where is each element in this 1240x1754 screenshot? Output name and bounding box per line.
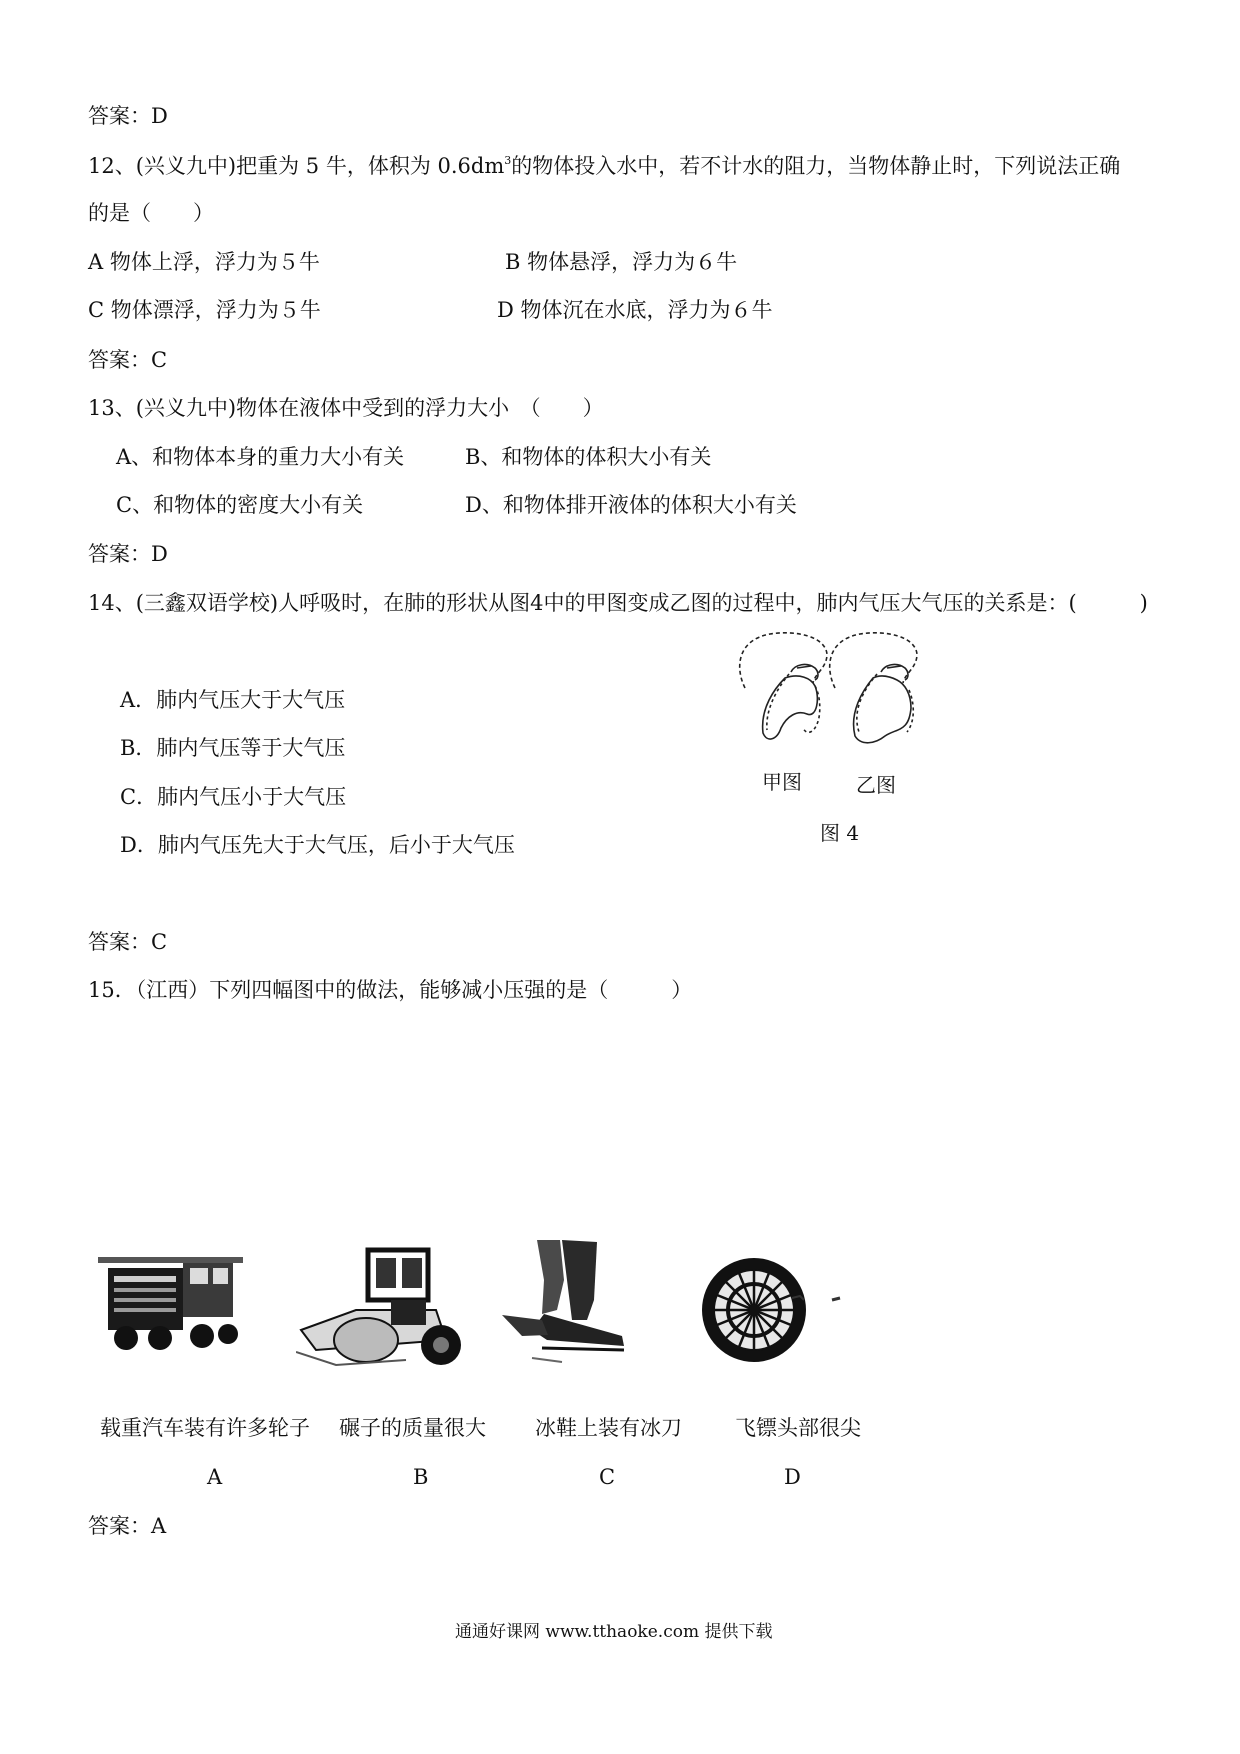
ice-skate-image xyxy=(502,1240,632,1370)
q12-option-d: D 物体沉在水底，浮力为６牛 xyxy=(497,298,773,322)
q12-stem-pre: 12、(兴义九中)把重为 5 牛，体积为 0.6dm xyxy=(88,154,505,178)
q15-caption-b: 碾子的质量很大 xyxy=(339,1416,486,1440)
q14-answer: 答案：C xyxy=(88,930,168,954)
q12-option-a: A 物体上浮，浮力为５牛 xyxy=(88,250,320,274)
lung-figure xyxy=(715,628,1005,758)
q14-option-c: C．肺内气压小于大气压 xyxy=(120,785,347,809)
lung-diagram-jia xyxy=(740,633,827,739)
road-roller-image xyxy=(296,1240,471,1380)
truck-image xyxy=(98,1252,248,1362)
lung-figure-label-yi: 乙图 xyxy=(856,773,896,797)
q12-stem-line2: 的是（ ） xyxy=(88,201,214,225)
lung-diagram-yi xyxy=(830,633,917,743)
q12-answer: 答案：C xyxy=(88,348,168,372)
q14-option-b: B．肺内气压等于大气压 xyxy=(120,736,346,760)
q12-stem-line1 xyxy=(88,155,1120,177)
q15-letter-a: A xyxy=(207,1465,223,1489)
q15-letter-b: B xyxy=(413,1465,429,1489)
q15-caption-a: 载重汽车装有许多轮子 xyxy=(100,1416,310,1440)
q15-letter-c: C xyxy=(599,1465,616,1489)
q12-stem-post: 的物体投入水中，若不计水的阻力，当物体静止时，下列说法正确 xyxy=(511,154,1121,178)
q13-option-b: B、和物体的体积大小有关 xyxy=(465,445,712,469)
lung-figure-caption: 图 4 xyxy=(820,821,860,845)
q15-stem: 15．（江西）下列四幅图中的做法，能够减小压强的是（ ） xyxy=(88,978,693,1002)
q13-option-a: A、和物体本身的重力大小有关 xyxy=(116,445,405,469)
footer-text: 通通好课网 www.tthaoke.com 提供下载 xyxy=(455,1622,773,1642)
q13-answer: 答案：D xyxy=(88,542,168,566)
q13-option-c: C、和物体的密度大小有关 xyxy=(116,493,364,517)
lung-figure-label-jia: 甲图 xyxy=(762,770,802,794)
q14-option-d: D．肺内气压先大于大气压，后小于大气压 xyxy=(120,833,515,857)
q15-letter-d: D xyxy=(784,1465,801,1489)
q13-option-d: D、和物体排开液体的体积大小有关 xyxy=(465,493,797,517)
q14-stem: 14、(三鑫双语学校)人呼吸时，在肺的形状从图4中的甲图变成乙图的过程中，肺内气压大气压的关系是：( ) xyxy=(88,591,1148,615)
q15-caption-c: 冰鞋上装有冰刀 xyxy=(535,1416,682,1440)
q13-stem: 13、(兴义九中)物体在液体中受到的浮力大小 （ ） xyxy=(88,396,604,420)
q15-caption-d: 飞镖头部很尖 xyxy=(735,1416,861,1440)
q12-option-c: C 物体漂浮，浮力为５牛 xyxy=(88,298,321,322)
q11-answer: 答案：D xyxy=(88,104,168,128)
dartboard-image xyxy=(702,1250,852,1370)
q14-option-a: A．肺内气压大于大气压 xyxy=(120,688,346,712)
q12-stem-superscript: 3 xyxy=(504,154,512,167)
q12-option-b: B 物体悬浮，浮力为６牛 xyxy=(505,250,738,274)
q15-answer: 答案：A xyxy=(88,1514,167,1538)
